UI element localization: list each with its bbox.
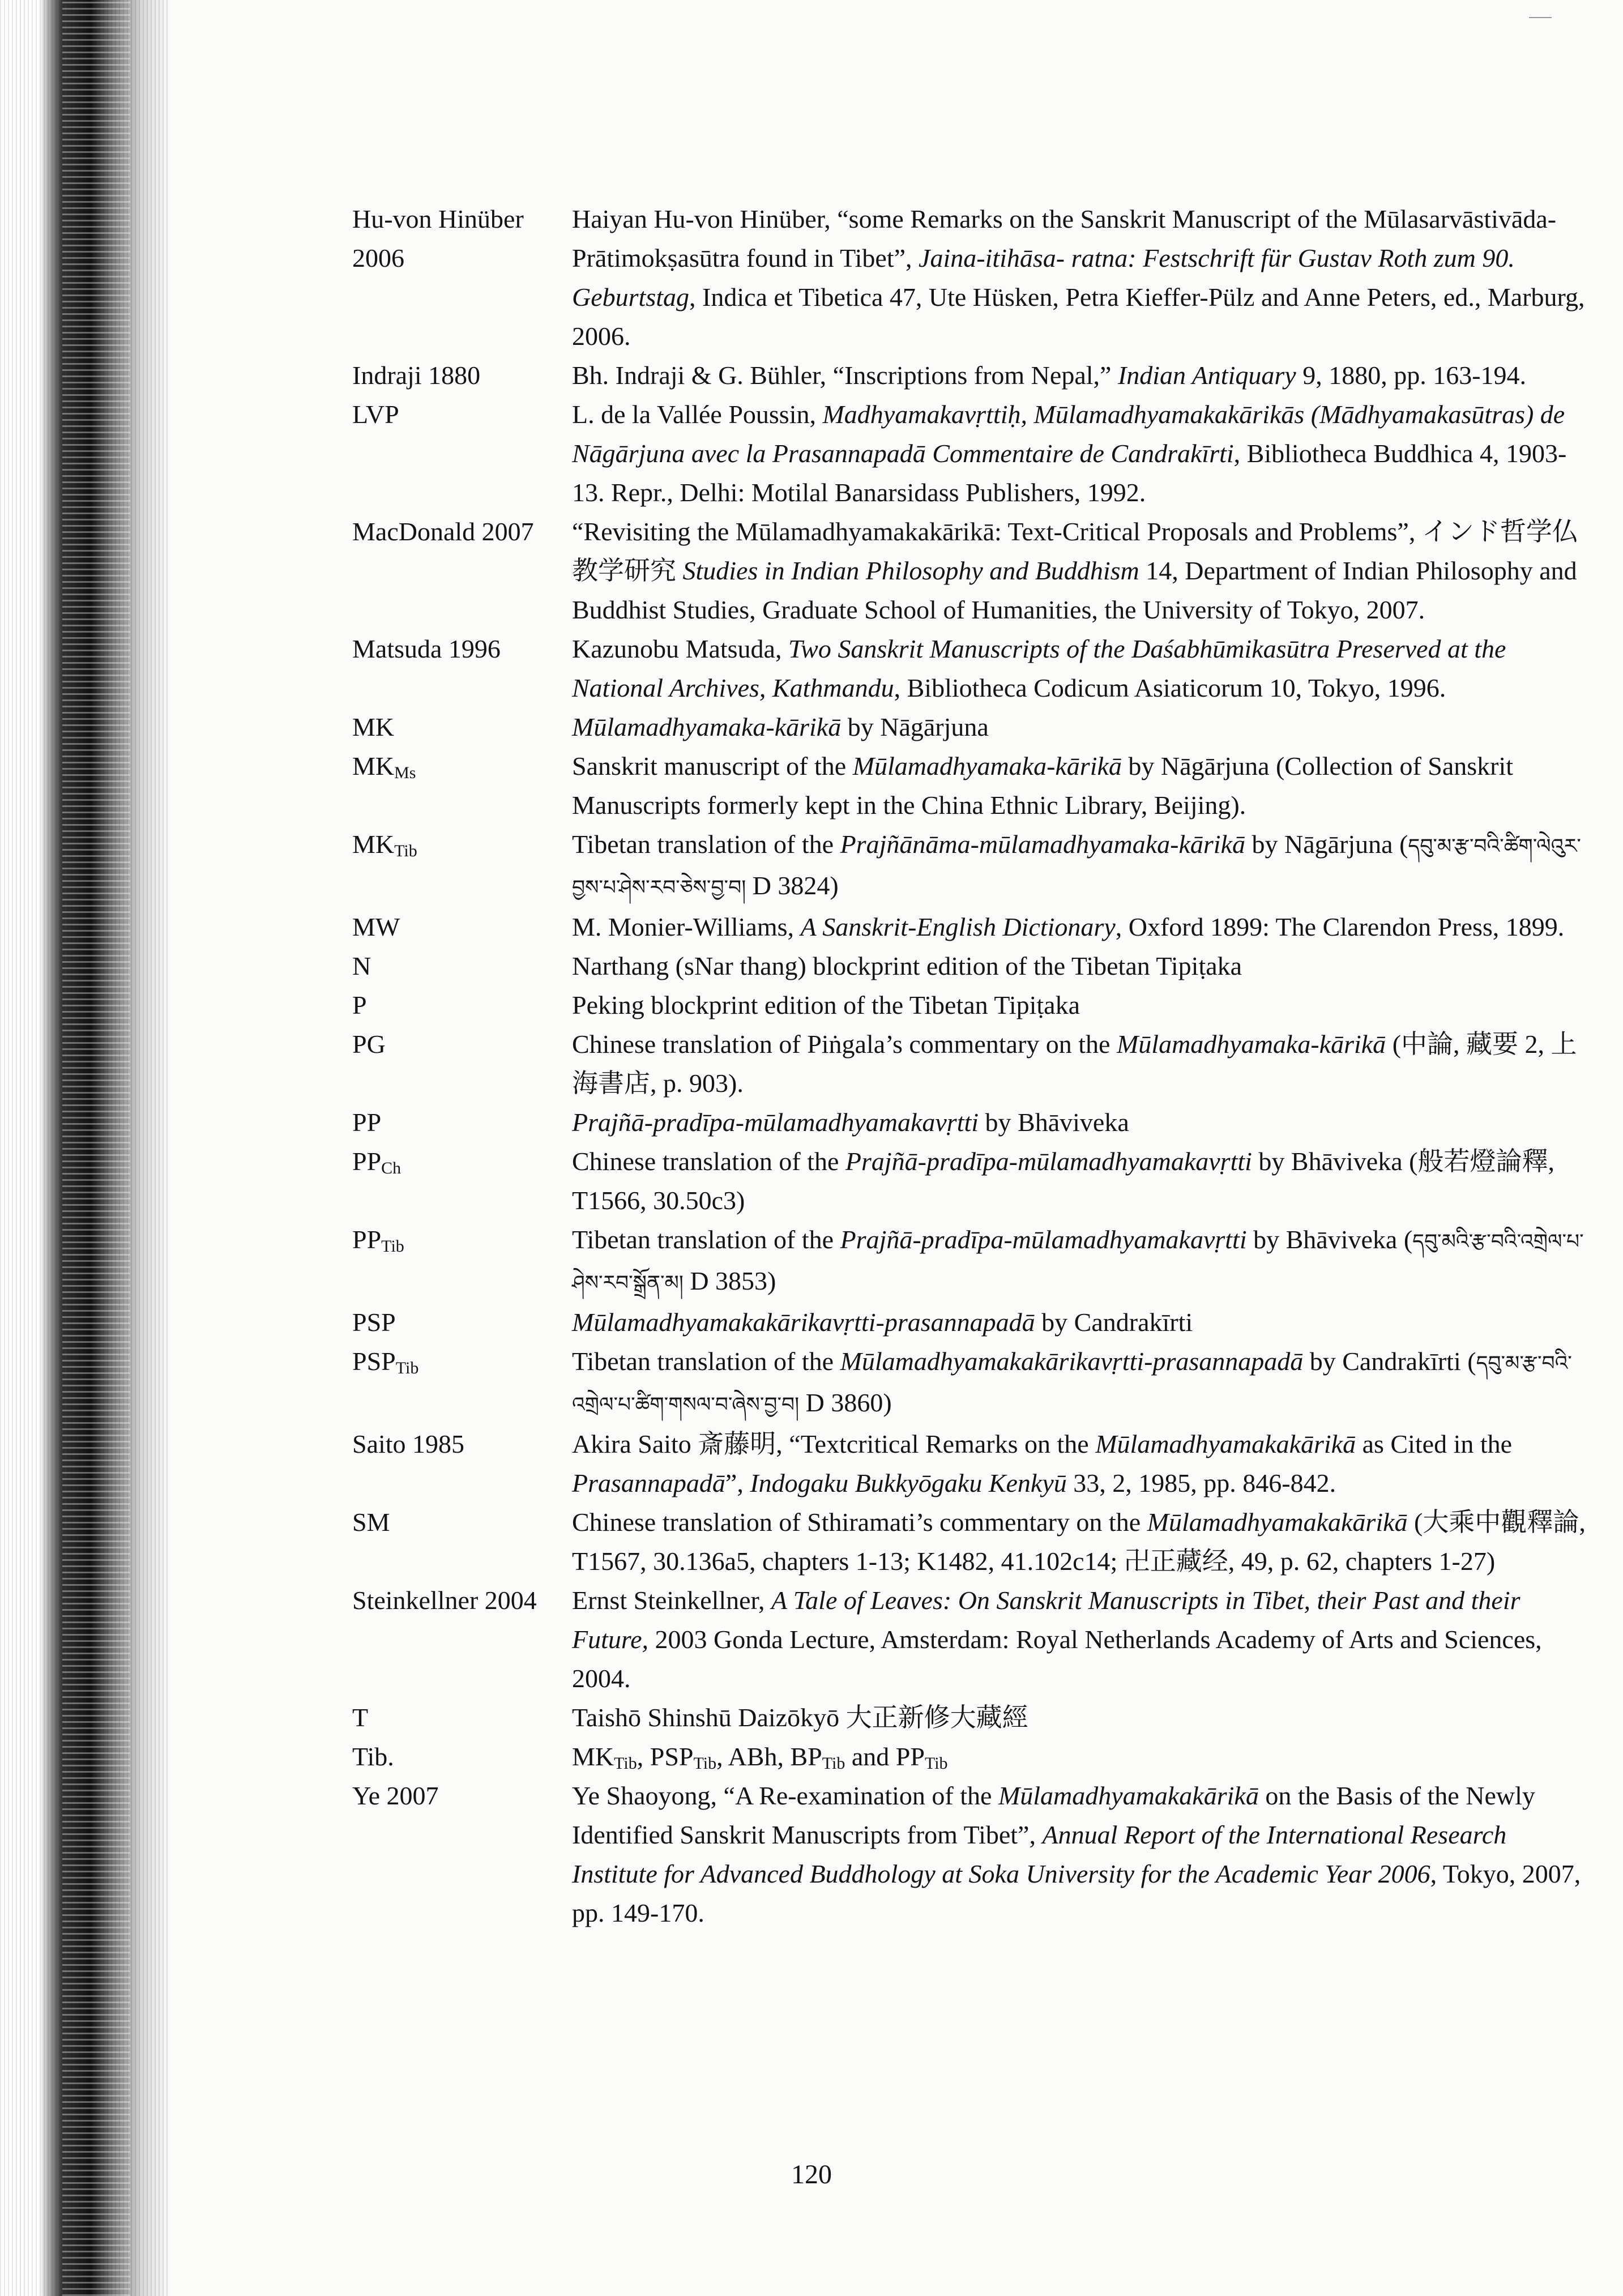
abbreviation-text: MW (352, 912, 400, 941)
bibliography-entry (352, 629, 1587, 707)
italic-title: Prajñā-pradīpa-mūlamadhyamakavṛtti (840, 1225, 1247, 1254)
italic-title: Mūlamadhyamaka-kārikā (572, 712, 842, 741)
entry-abbreviation (352, 512, 572, 629)
abbreviation-text: PP (352, 1108, 382, 1137)
entry-abbreviation (352, 1424, 572, 1503)
italic-title: Mūlamadhyamakakārikā (998, 1781, 1259, 1810)
bibliography-entry (352, 1698, 1587, 1737)
bibliography-entry (352, 825, 1587, 907)
entry-abbreviation (352, 825, 572, 907)
abbreviation-text: Tib. (352, 1742, 394, 1771)
italic-title: A Tale of Leaves: On Sanskrit Manuscripts in Tibet, their Past and their Future, (572, 1586, 1521, 1654)
entry-description: Haiyan Hu-von Hinüber, “some Remarks on the Sanskrit Manuscript of the Mūlasarvāstivāda-Prātimokṣasūtra found in Tibet”, Jaina-itihāsa- ratna: Festschrift für Gustav Roth zum 90. Geburtstag, Indica et Tibetica 47, Ute Hüsken, Petra Kieffer-Pülz and Anne Peters, ed., Marburg, 2006. (572, 204, 1585, 351)
entry-description: Narthang (sNar thang) blockprint edition of the Tibetan Tipiṭaka (572, 951, 1242, 980)
entry-abbreviation (352, 946, 572, 985)
abbreviation-text: Indraji 1880 (352, 361, 481, 390)
bibliography-entry (352, 1142, 1587, 1220)
bibliography-entry (352, 907, 1587, 946)
abbreviation-text: Ye 2007 (352, 1781, 439, 1810)
entry-description: $MK_{Tib}$, $PSP_{Tib}$, ABh, $BP_{Tib}$ and $PP_{Tib}$ (572, 1742, 948, 1773)
entry-description: Akira Saito 斎藤明, “Textcritical Remarks on the Mūlamadhyamakakārikā as Cited in the Prasannapadā”, Indogaku Bukkyōgaku Kenkyū 33, 2, 1985, pp. 846-842. (572, 1429, 1513, 1497)
entry-abbreviation (352, 395, 572, 512)
entry-abbreviation (352, 1776, 572, 1932)
entry-abbreviation (352, 1503, 572, 1581)
subscript: Tib (614, 1754, 637, 1773)
entry-description: Sanskrit manuscript of the Mūlamadhyamaka-kārikā by Nāgārjuna (Collection of Sanskrit Manuscripts formerly kept in the China Ethnic Library, Beijing). (572, 752, 1514, 820)
bibliography-entry (352, 1776, 1587, 1932)
entry-description: M. Monier-Williams, A Sanskrit-English Dictionary, Oxford 1899: The Clarendon Press, 1899. (572, 912, 1565, 941)
entry-description: Taishō Shinshū Daizōkyō 大正新修大藏經 (572, 1703, 1028, 1732)
italic-title: Prasannapadā (572, 1469, 725, 1497)
entry-description: Tibetan translation of the Prajñānāma-mūlamadhyamaka-kārikā by Nāgārjuna (དབུ་མ་རྩ་བའི་ཚིག་ལེའུར་བྱས་པ་ཤེས་རབ་ཅེས་བྱ་བ། D 3824) (572, 830, 1581, 900)
entry-abbreviation (352, 1342, 572, 1424)
bibliography-entry (352, 707, 1587, 746)
entry-description: Bh. Indraji & G. Bühler, “Inscriptions from Nepal,” Indian Antiquary 9, 1880, pp. 163-194. (572, 361, 1527, 390)
entry-description: Ernst Steinkellner, A Tale of Leaves: On Sanskrit Manuscripts in Tibet, their Past and their Future, 2003 Gonda Lecture, Amsterdam: Royal Netherlands Academy of Arts and Sciences, 2004. (572, 1586, 1542, 1693)
abbreviation-subscript: Tib (381, 1237, 404, 1256)
abbreviation-text: PP (352, 1147, 382, 1176)
abbreviation-text: MacDonald 2007 (352, 517, 534, 546)
bibliography-entry (352, 512, 1587, 629)
italic-title: Mūlamadhyamaka-kārikā (1116, 1030, 1386, 1059)
italic-title: Mūlamadhyamakakārikā (1147, 1508, 1408, 1537)
bibliography-entry (352, 1025, 1587, 1103)
entry-abbreviation (352, 629, 572, 707)
entry-description: Tibetan translation of the Mūlamadhyamakakārikavṛtti-prasannapadā by Candrakīrti (དབུ་མ་རྩ་བའི་འགྲེལ་པ་ཚིག་གསལ་བ་ཞེས་བྱ་བ། D 3860) (572, 1347, 1572, 1417)
abbreviation-text: PG (352, 1030, 386, 1059)
entry-description: Mūlamadhyamaka-kārikā by Nāgārjuna (572, 712, 989, 741)
bibliography-entry (352, 1303, 1587, 1342)
entry-description: Kazunobu Matsuda, Two Sanskrit Manuscripts of the Daśabhūmikasūtra Preserved at the National Archives, Kathmandu, Bibliotheca Codicum Asiaticorum 10, Tokyo, 1996. (572, 634, 1506, 702)
italic-title: Prajñā-pradīpa-mūlamadhyamakavṛtti (572, 1108, 979, 1137)
bibliography-entry (352, 1342, 1587, 1424)
italic-title: Prajñānāma-mūlamadhyamaka-kārikā (840, 830, 1246, 859)
abbreviation-text: MK (352, 712, 395, 741)
bibliography-entry (352, 746, 1587, 825)
abbreviation-text: T (352, 1703, 369, 1732)
subscript: Tib (693, 1754, 717, 1773)
bibliography-entry (352, 946, 1587, 985)
italic-title: Mūlamadhyamakakārikavṛtti-prasannapadā (572, 1308, 1035, 1337)
italic-title: Indian Antiquary (1117, 361, 1296, 390)
italic-title: Two Sanskrit Manuscripts of the Daśabhūmikasūtra Preserved at the National Archives, Kathmandu (572, 634, 1506, 702)
entry-description: L. de la Vallée Poussin, Madhyamakavṛttiḥ, Mūlamadhyamakakārikās (Mādhyamakasūtras) de Nāgārjuna avec la Prasannapadā Commentaire de Candrakīrti, Bibliotheca Buddhica 4, 1903-13. Repr., Delhi: Motilal Banarsidass Publishers, 1992. (572, 400, 1567, 507)
entry-abbreviation (352, 1581, 572, 1698)
entry-abbreviation (352, 985, 572, 1025)
entry-description: Ye Shaoyong, “A Re-examination of the Mūlamadhyamakakārikā on the Basis of the Newly Identified Sanskrit Manuscripts from Tibet”, Annual Report of the International Research Institute for Advanced Buddhology at Soka University for the Academic Year 2006, Tokyo, 2007, pp. 149-170. (572, 1781, 1581, 1927)
tibetan-title: དབུ་མ་རྩ་བའི་ཚིག་ལེའུར་བྱས་པ་ཤེས་རབ་ཅེས་བྱ་བ། (572, 835, 1581, 899)
abbreviation-text: PP (352, 1225, 382, 1254)
italic-title: Studies in Indian Philosophy and Buddhism (682, 556, 1139, 585)
entry-description: Prajñā-pradīpa-mūlamadhyamakavṛtti by Bhāviveka (572, 1108, 1129, 1137)
entry-description: “Revisiting the Mūlamadhyamakakārikā: Text-Critical Proposals and Problems”, インド哲学仏教学研究 Studies in Indian Philosophy and Buddhism 14, Department of Indian Philosophy and Buddhist Studies, Graduate School of Humanities, the University of Tokyo, 2007. (572, 517, 1578, 624)
entry-abbreviation (352, 1142, 572, 1220)
abbreviation-text: P (352, 991, 367, 1019)
entry-abbreviation (352, 1103, 572, 1142)
subscript: Tib (924, 1754, 948, 1773)
italic-title: Mūlamadhyamakakārikavṛtti-prasannapadā (840, 1347, 1304, 1376)
abbreviation-text: Matsuda 1996 (352, 634, 501, 663)
entry-description: Chinese translation of the Prajñā-pradīpa-mūlamadhyamakavṛtti by Bhāviveka (般若燈論釋, T1566, 30.50c3) (572, 1147, 1554, 1215)
italic-title: Mūlamadhyamakakārikā (1095, 1429, 1356, 1458)
italic-title: Indogaku Bukkyōgaku Kenkyū (750, 1469, 1067, 1497)
bibliography-entry (352, 1503, 1587, 1581)
abbreviation-text: Saito 1985 (352, 1429, 465, 1458)
bibliography-entry (352, 199, 1587, 356)
book-binding-shadow (0, 0, 170, 2296)
abbreviation-subscript: Ms (394, 763, 416, 782)
entry-abbreviation (352, 1737, 572, 1776)
italic-title: A Sanskrit-English Dictionary (800, 912, 1116, 941)
bibliography-entry (352, 1103, 1587, 1142)
subscript: Tib (822, 1754, 845, 1773)
abbreviation-text: LVP (352, 400, 399, 429)
entry-abbreviation (352, 1025, 572, 1103)
entry-abbreviation (352, 199, 572, 356)
italic-title: Mūlamadhyamaka-kārikā (852, 752, 1122, 780)
abbreviation-text: N (352, 951, 371, 980)
entry-description: Tibetan translation of the Prajñā-pradīpa-mūlamadhyamakavṛtti by Bhāviveka (དབུ་མའི་རྩ་བའི་འགྲེལ་པ་ཤེས་རབ་སྒྲོན་མ། D 3853) (572, 1225, 1584, 1295)
entry-description: Peking blockprint edition of the Tibetan Tipiṭaka (572, 991, 1080, 1019)
abbreviation-text: Steinkellner 2004 (352, 1586, 537, 1615)
bibliography-entry (352, 356, 1587, 395)
bibliography-entry (352, 1737, 1587, 1776)
bibliography-entry (352, 1220, 1587, 1303)
abbreviation-text: MK (352, 830, 395, 859)
entry-abbreviation (352, 907, 572, 946)
abbreviation-text: MK (352, 752, 395, 780)
bibliography-entry (352, 985, 1587, 1025)
entry-description: Mūlamadhyamakakārikavṛtti-prasannapadā by Candrakīrti (572, 1308, 1193, 1337)
entry-abbreviation (352, 1698, 572, 1737)
abbreviation-text: PSP (352, 1347, 396, 1376)
abbreviation-subscript: Ch (381, 1159, 402, 1177)
scan-mark (1529, 17, 1552, 22)
abbreviation-text: SM (352, 1508, 390, 1537)
abbreviation-text: PSP (352, 1308, 396, 1337)
bibliography-entry (352, 1424, 1587, 1503)
italic-title: Annual Report of the International Research Institute for Advanced Buddhology at Soka University for the Academic Year 2006 (572, 1820, 1507, 1888)
abbreviation-subscript: Tib (394, 842, 417, 860)
entry-abbreviation (352, 1303, 572, 1342)
tibetan-title: དབུ་མ་རྩ་བའི་འགྲེལ་པ་ཚིག་གསལ་བ་ཞེས་བྱ་བ། (572, 1352, 1572, 1416)
bibliography-entry (352, 1581, 1587, 1698)
italic-title: Madhyamakavṛttiḥ, Mūlamadhyamakakārikās (Mādhyamakasūtras) de Nāgārjuna avec la Prasannapadā Commentaire de Candrakīrti (572, 400, 1565, 468)
abbreviation-list (352, 199, 1587, 1932)
entry-abbreviation (352, 1220, 572, 1303)
italic-title: Prajñā-pradīpa-mūlamadhyamakavṛtti (845, 1147, 1252, 1176)
page-number: 120 (791, 2160, 832, 2190)
abbreviation-text: Hu-von Hinüber 2006 (352, 204, 524, 272)
entry-description: Chinese translation of Piṅgala’s commentary on the Mūlamadhyamaka-kārikā (中論, 藏要 2, 上海書店, p. 903). (572, 1030, 1577, 1098)
entry-description: Chinese translation of Sthiramati’s commentary on the Mūlamadhyamakakārikā (大乘中觀釋論, T1567, 30.136a5, chapters 1-13; K1482, 41.102c14; 卍正藏经, 49, p. 62, chapters 1-27) (572, 1508, 1586, 1576)
entry-abbreviation (352, 356, 572, 395)
entry-abbreviation (352, 746, 572, 825)
tibetan-title: དབུ་མའི་རྩ་བའི་འགྲེལ་པ་ཤེས་རབ་སྒྲོན་མ། (572, 1230, 1584, 1295)
abbreviation-subscript: Tib (395, 1359, 419, 1377)
entry-abbreviation (352, 707, 572, 746)
italic-title: Jaina-itihāsa- ratna: Festschrift für Gustav Roth zum 90. Geburtstag (572, 244, 1515, 311)
bibliography-entry (352, 395, 1587, 512)
